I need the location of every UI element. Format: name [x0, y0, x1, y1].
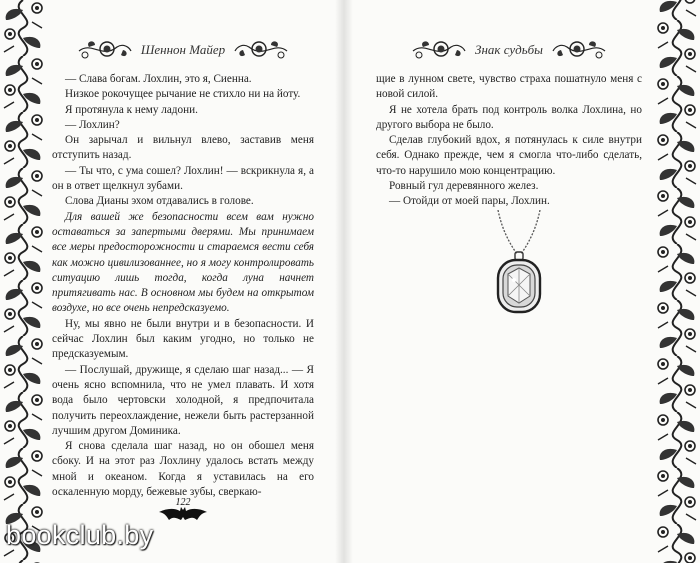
page-number-text: 122: [175, 497, 191, 508]
paragraph: Он зарычал и вильнул влево, заставив меня отступить назад.: [52, 134, 314, 162]
pendant-necklace-icon: [484, 210, 554, 315]
running-header-author: Шеннон Майер: [140, 42, 226, 57]
paragraph: Слова Дианы эхом отдавались в голове.: [65, 195, 254, 208]
left-page-text: [52, 72, 314, 500]
paragraph: Я протянула к нему ладони.: [65, 103, 198, 116]
paragraph: — Лохлин?: [65, 118, 120, 131]
paragraph: Я снова сделала шаг назад, но он обошел меня сбоку. И на этот раз Лохлину удалось встать между мной и океаном. Когда я уставилась на его оскаленную морду, бежевые зубы, сверкаю-: [52, 440, 314, 499]
italic-paragraph: Для вашей же безопасности всем вам нужно оставаться за запертыми дверями. Мы принимаем все меры предосторожности и стараемся вести себя как можно цивилизованнее, но я могу контролировать ситуацию лишь тогда, когда луна начнет притягивать нас. В основном мы будем на открытом воздухе, но все очень непредсказуемо.: [52, 210, 314, 315]
right-running-header: [376, 30, 642, 70]
paragraph: Я не хотела брать под контроль волка Лохлина, но другого выбора не было.: [376, 103, 642, 131]
paragraph: щие в лунном свете, чувство страха пошатнуло меня с новой силой.: [376, 73, 642, 101]
paragraph: — Послушай, дружище, я сделаю шаг назад... — Я очень ясно вспомнила, что не умел плавать. И хотя вода было чертовски холодной, я предпочитала получить переохлаждение, нежели быть растерзанной лучшим другом Доминика.: [52, 363, 314, 437]
rose-ornament-icon: [411, 37, 467, 63]
paragraph: Сделав глубокий вдох, я потянулась к силе внутри себя. Однако прежде, чем я смогла что-либо сделать, что-то нарушило мою концентрацию.: [376, 134, 642, 177]
book-gutter: [335, 0, 353, 563]
left-running-header: [52, 30, 314, 70]
paragraph: Ну, мы явно не были внутри и в безопасности. И сейчас Лохлин был каким угодно, но только не предсказуемым.: [52, 317, 314, 361]
right-page: [376, 0, 642, 563]
paragraph: Низкое рокочущее рычание не стихло ни на йоту.: [65, 88, 301, 101]
left-page: [52, 0, 314, 563]
floral-border-left-icon: [0, 0, 46, 563]
rose-ornament-icon: [551, 37, 607, 63]
watermark: bookclub.by: [6, 520, 154, 550]
floral-border-right-icon: [654, 0, 700, 563]
paragraph: — Слава богам. Лохлин, это я, Сиенна.: [65, 73, 252, 85]
paragraph: — Ты что, с ума сошел? Лохлин! — вскрикнула я, а он в ответ щелкнул зубами.: [52, 164, 314, 193]
page-number: [151, 494, 215, 524]
right-page-text: [376, 72, 642, 210]
paragraph: — Отойди от моей пары, Лохлин.: [389, 195, 550, 208]
rose-ornament-icon: [77, 37, 133, 63]
paragraph: Ровный гул деревянного желез.: [389, 180, 539, 193]
rose-ornament-icon: [233, 37, 289, 63]
bat-icon: [157, 506, 209, 522]
running-header-title: Знак судьбы: [475, 42, 543, 57]
